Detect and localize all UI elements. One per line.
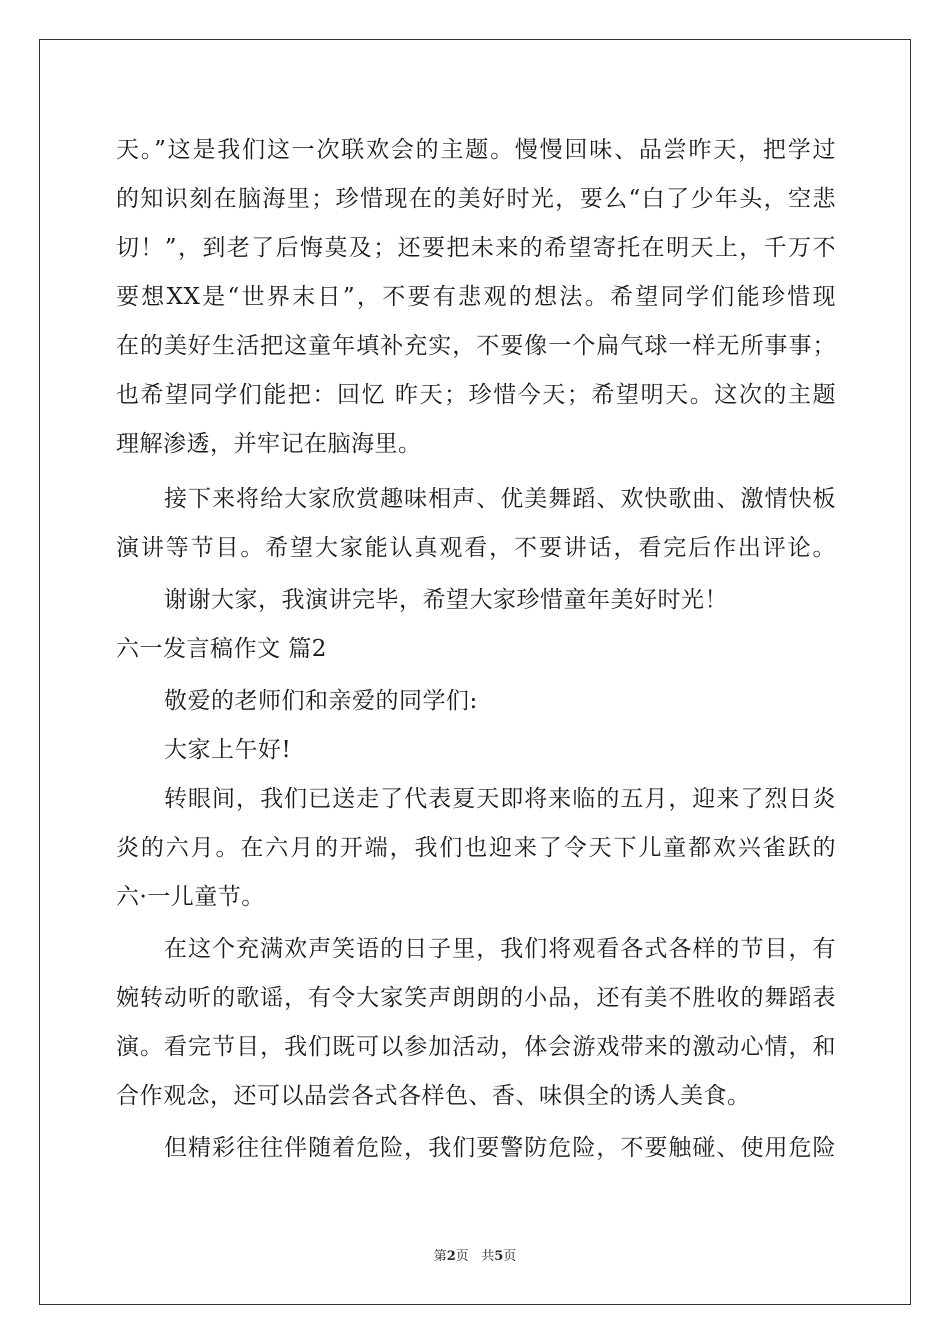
page-number: 2: [446, 1249, 456, 1264]
paragraph-line: 在这个充满欢声笑语的日子里，我们将观看各式各样的节目，有: [164, 936, 836, 962]
paragraph-line: 天。”这是我们这一次联欢会的主题。慢慢回味、品尝昨天，把学过: [116, 137, 836, 163]
salutation: 敬爱的老师们和亲爱的同学们:: [164, 688, 478, 714]
paragraph-line: 要想XX是“世界末日”，不要有悲观的想法。希望同学们能珍惜现: [116, 284, 836, 310]
paragraph-line: 的知识刻在脑海里；珍惜现在的美好时光，要么“白了少年头，空悲: [116, 186, 836, 212]
paragraph-line: 转眼间，我们已送走了代表夏天即将来临的五月，迎来了烈日炎: [164, 786, 836, 812]
paragraph-line: 谢谢大家，我演讲完毕，希望大家珍惜童年美好时光！: [164, 587, 728, 613]
paragraph-line: 接下来将给大家欣赏趣味相声、优美舞蹈、欢快歌曲、激情快板: [164, 486, 836, 512]
paragraph-line: 切！”，到老了后悔莫及；还要把未来的希望寄托在明天上，千万不: [116, 235, 836, 261]
total-suffix: 页: [503, 1249, 517, 1264]
paragraph-line: 但精彩往往伴随着危险，我们要警防危险，不要触碰、使用危险: [164, 1135, 836, 1161]
paragraph-line: 演。看完节目，我们既可以参加活动，体会游戏带来的激动心情，和: [116, 1034, 836, 1060]
total-prefix: 共: [481, 1249, 495, 1264]
paragraph-line: 演讲等节目。希望大家能认真观看，不要讲话，看完后作出评论。: [116, 535, 836, 561]
paragraph-line: 婉转动听的歌谣，有令大家笑声朗朗的小品，还有美不胜收的舞蹈表: [116, 985, 836, 1011]
page-prefix: 第: [433, 1249, 447, 1264]
paragraph-line: 六·一儿童节。: [116, 884, 265, 910]
greeting: 大家上午好!: [164, 737, 292, 763]
section-heading: 六一发言稿作文 篇2: [116, 636, 327, 662]
page-suffix: 页: [455, 1249, 469, 1264]
paragraph-line: 理解渗透，并牢记在脑海里。: [116, 431, 422, 457]
paragraph-line: 合作观念，还可以品尝各式各样色、香、味俱全的诱人美食。: [116, 1083, 751, 1109]
paragraph-line: 炎的六月。在六月的开端，我们也迎来了令天下儿童都欢兴雀跃的: [116, 835, 836, 861]
page-border: [39, 39, 911, 1305]
total-pages: 5: [494, 1249, 504, 1264]
paragraph-line: 在的美好生活把这童年填补充实，不要像一个扁气球一样无所事事；: [116, 333, 836, 359]
paragraph-line: 也希望同学们能把：回忆 昨天；珍惜今天；希望明天。这次的主题: [116, 382, 836, 408]
page-footer: [0, 1248, 950, 1266]
